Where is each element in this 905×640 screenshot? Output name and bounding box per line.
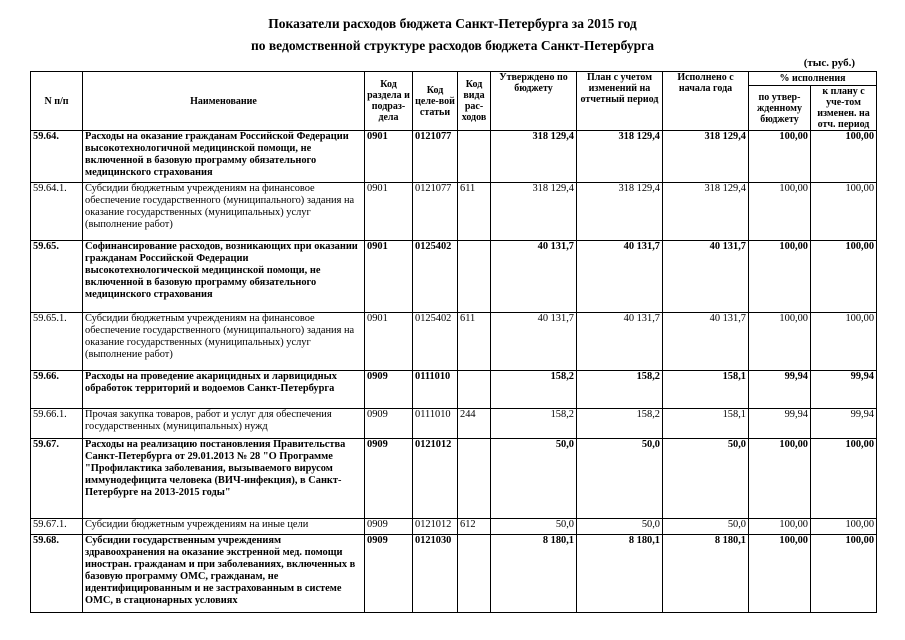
type-code: 611 — [458, 183, 491, 241]
percent-plan: 100,00 — [811, 519, 877, 535]
type-code: 611 — [458, 313, 491, 371]
row-name: Расходы на реализацию постановления Правительства Санкт-Петербурга от 29.01.2013 № 28 "О Программе "Профилактика заболевания, вызываемого вирусом иммунодефицита человека (ВИЧ-инфекция), в Санкт-Петербурге на 2013-2015 годы" — [83, 439, 365, 519]
header-plan: План с учетом изменений на отчетный период — [577, 72, 663, 131]
percent-plan: 99,94 — [811, 409, 877, 439]
header-percent-plan: к плану с уче-том изменен. на отч. период — [811, 86, 877, 131]
section-code: 0901 — [365, 313, 413, 371]
row-number: 59.66. — [31, 371, 83, 409]
document-title: Показатели расходов бюджета Санкт-Петербурга за 2015 год — [268, 16, 637, 31]
approved-value: 318 129,4 — [491, 131, 577, 183]
table-row — [31, 241, 877, 313]
percent-approved: 100,00 — [749, 313, 811, 371]
target-code: 0111010 — [413, 371, 458, 409]
target-code: 0121077 — [413, 183, 458, 241]
approved-value: 158,2 — [491, 371, 577, 409]
percent-approved: 100,00 — [749, 183, 811, 241]
header-done: Исполнено с начала года — [663, 72, 749, 131]
type-code — [458, 241, 491, 313]
approved-value: 8 180,1 — [491, 535, 577, 613]
type-code — [458, 439, 491, 519]
section-code: 0909 — [365, 535, 413, 613]
plan-value: 8 180,1 — [577, 535, 663, 613]
target-code: 0121077 — [413, 131, 458, 183]
header-target-code: Код целе-вой статьи — [413, 72, 458, 131]
percent-plan: 100,00 — [811, 535, 877, 613]
percent-approved: 100,00 — [749, 535, 811, 613]
header-section-code: Код раздела и подраз-дела — [365, 72, 413, 131]
header-approved: Утверждено по бюджету — [491, 72, 577, 131]
table-row — [31, 519, 877, 535]
done-value: 158,1 — [663, 409, 749, 439]
row-name: Субсидии бюджетным учреждениям на иные цели — [83, 519, 365, 535]
row-number: 59.68. — [31, 535, 83, 613]
type-code: 612 — [458, 519, 491, 535]
percent-approved: 100,00 — [749, 131, 811, 183]
done-value: 40 131,7 — [663, 313, 749, 371]
table-row — [31, 371, 877, 409]
type-code — [458, 535, 491, 613]
row-number: 59.65. — [31, 241, 83, 313]
target-code: 0121030 — [413, 535, 458, 613]
approved-value: 318 129,4 — [491, 183, 577, 241]
plan-value: 50,0 — [577, 439, 663, 519]
row-name: Расходы на проведение акарицидных и ларвицидных обработок территорий и водоемов Санкт-Петербурга — [83, 371, 365, 409]
plan-value: 318 129,4 — [577, 131, 663, 183]
target-code: 0121012 — [413, 519, 458, 535]
percent-approved: 100,00 — [749, 241, 811, 313]
approved-value: 40 131,7 — [491, 241, 577, 313]
table-row — [31, 439, 877, 519]
section-code: 0901 — [365, 183, 413, 241]
percent-approved: 100,00 — [749, 439, 811, 519]
row-name: Субсидии бюджетным учреждениям на финансовое обеспечение государственного (муниципального) задания на оказание государственных (муниципальных) услуг (выполнение работ) — [83, 313, 365, 371]
row-name: Софинансирование расходов, возникающих при оказании гражданам Российской Федерации высокотехнологической медицинской помощи, не включенной в базовую программу обязательного медицинского страхования — [83, 241, 365, 313]
row-name: Субсидии бюджетным учреждениям на финансовое обеспечение государственного (муниципального) задания на оказание государственных (муниципальных) услуг (выполнение работ) — [83, 183, 365, 241]
percent-plan: 100,00 — [811, 183, 877, 241]
table-row — [31, 535, 877, 613]
done-value: 40 131,7 — [663, 241, 749, 313]
plan-value: 158,2 — [577, 371, 663, 409]
section-code: 0909 — [365, 439, 413, 519]
row-name: Прочая закупка товаров, работ и услуг для обеспечения государственных (муниципальных) нужд — [83, 409, 365, 439]
percent-approved: 99,94 — [749, 409, 811, 439]
type-code — [458, 131, 491, 183]
type-code — [458, 371, 491, 409]
done-value: 50,0 — [663, 439, 749, 519]
table-row — [31, 409, 877, 439]
section-code: 0901 — [365, 131, 413, 183]
row-number: 59.67. — [31, 439, 83, 519]
approved-value: 158,2 — [491, 409, 577, 439]
row-number: 59.65.1. — [31, 313, 83, 371]
approved-value: 50,0 — [491, 439, 577, 519]
plan-value: 40 131,7 — [577, 313, 663, 371]
target-code: 0121012 — [413, 439, 458, 519]
plan-value: 158,2 — [577, 409, 663, 439]
done-value: 50,0 — [663, 519, 749, 535]
approved-value: 40 131,7 — [491, 313, 577, 371]
header-percent: % исполнения — [749, 72, 877, 86]
target-code: 0125402 — [413, 241, 458, 313]
done-value: 158,1 — [663, 371, 749, 409]
plan-value: 318 129,4 — [577, 183, 663, 241]
row-name: Расходы на оказание гражданам Российской Федерации высокотехнологичной медицинской помощи, не включенной в базовую программу обязательного медицинского страхования — [83, 131, 365, 183]
plan-value: 50,0 — [577, 519, 663, 535]
plan-value: 40 131,7 — [577, 241, 663, 313]
percent-plan: 100,00 — [811, 241, 877, 313]
approved-value: 50,0 — [491, 519, 577, 535]
target-code: 0125402 — [413, 313, 458, 371]
section-code: 0909 — [365, 409, 413, 439]
percent-approved: 100,00 — [749, 519, 811, 535]
row-number: 59.64.1. — [31, 183, 83, 241]
done-value: 8 180,1 — [663, 535, 749, 613]
table-row — [31, 183, 877, 241]
header-type-code: Код вида рас-ходов — [458, 72, 491, 131]
type-code: 244 — [458, 409, 491, 439]
row-number: 59.66.1. — [31, 409, 83, 439]
document-subtitle: по ведомственной структуре расходов бюджета Санкт-Петербурга — [250, 38, 655, 53]
percent-plan: 100,00 — [811, 313, 877, 371]
header-percent-approved: по утвер-жденному бюджету — [749, 86, 811, 131]
target-code: 0111010 — [413, 409, 458, 439]
units-label: (тыс. руб.) — [803, 57, 855, 69]
section-code: 0909 — [365, 519, 413, 535]
table-row — [31, 131, 877, 183]
row-name: Субсидии государственным учреждениям здравоохранения на оказание экстренной мед. помощи иностран. гражданам и при заболеваниях, включенных в базовую программу ОМС, гражданам, не идентифицированным и не застрахованным в системе ОМС, в стационарных условиях — [83, 535, 365, 613]
section-code: 0909 — [365, 371, 413, 409]
budget-table — [30, 71, 877, 613]
percent-plan: 100,00 — [811, 439, 877, 519]
header-name: Наименование — [83, 72, 365, 131]
done-value: 318 129,4 — [663, 131, 749, 183]
row-number: 59.67.1. — [31, 519, 83, 535]
percent-plan: 100,00 — [811, 131, 877, 183]
row-number: 59.64. — [31, 131, 83, 183]
percent-plan: 99,94 — [811, 371, 877, 409]
section-code: 0901 — [365, 241, 413, 313]
percent-approved: 99,94 — [749, 371, 811, 409]
header-num: N п/п — [31, 72, 83, 131]
table-row — [31, 313, 877, 371]
done-value: 318 129,4 — [663, 183, 749, 241]
